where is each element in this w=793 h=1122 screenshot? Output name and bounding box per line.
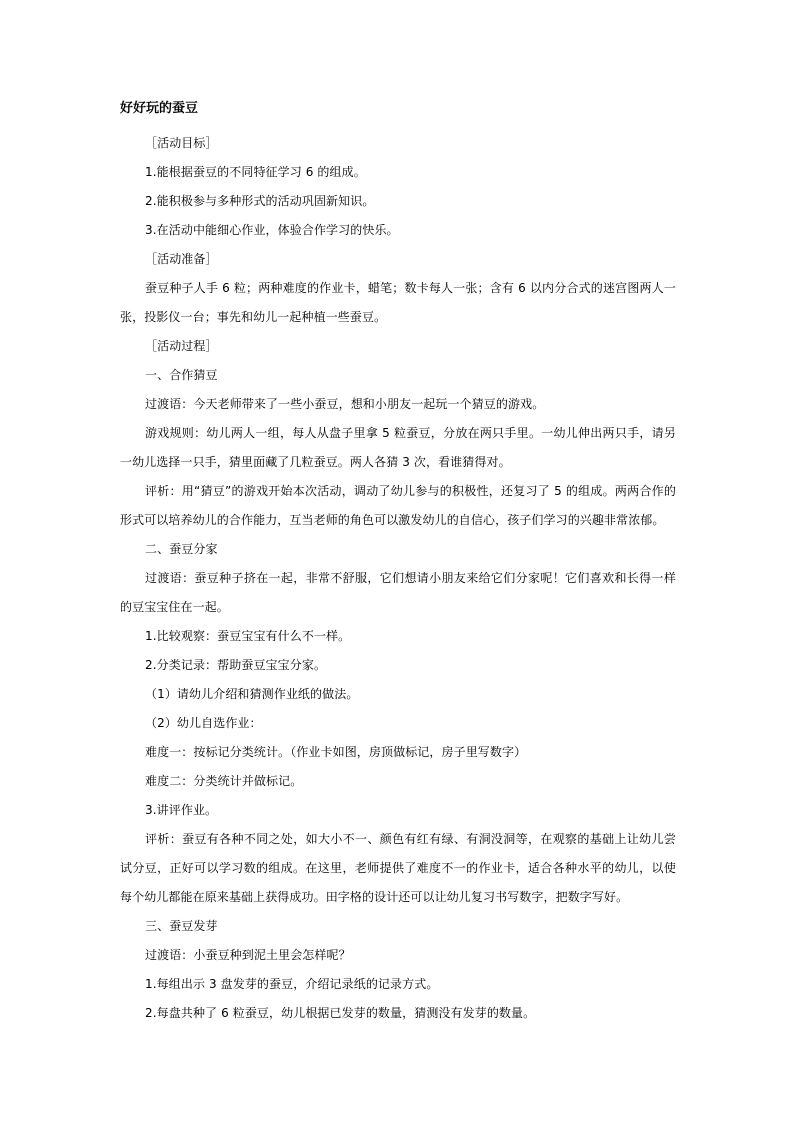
difficulty-item-1: 难度一：按标记分类统计。（作业卡如图，房顶做标记，房子里写数字） xyxy=(145,745,527,759)
step-item-2-2: 2.分类记录：帮助蚕豆宝宝分家。 xyxy=(145,658,327,672)
sub-step-item-1: （1）请幼儿介绍和猜测作业纸的做法。 xyxy=(145,687,359,701)
section-heading-preparation: ［活动准备］ xyxy=(145,252,218,266)
subsection-heading-1: 一、合作猜豆 xyxy=(145,368,218,382)
sub-step-item-2: （2）幼儿自选作业： xyxy=(145,716,262,730)
section-heading-process: ［活动过程］ xyxy=(145,339,218,353)
section-heading-goals: ［活动目标］ xyxy=(145,136,218,150)
transition-paragraph-1: 过渡语：今天老师带来了一些小蚕豆，想和小朋友一起玩一个猜豆的游戏。 xyxy=(145,397,545,411)
subsection-heading-3: 三、蚕豆发芽 xyxy=(145,919,218,933)
step-item-2-3: 3.讲评作业。 xyxy=(145,803,218,817)
document-title: 好好玩的蚕豆 xyxy=(120,101,199,116)
difficulty-item-2: 难度二：分类统计并做标记。 xyxy=(145,774,303,788)
subsection-heading-2: 二、蚕豆分家 xyxy=(145,542,218,556)
comment-paragraph-1: 评析：用“猜豆”的游戏开始本次活动，调动了幼儿参与的积极性，还复习了 5 的组成。两两合作的形式可以培养幼儿的合作能力，互当老师的角色可以激发幼儿的自信心，孩子们学习的兴趣非常浓郁。 xyxy=(120,484,676,527)
goal-item-1: 1.能根据蚕豆的不同特征学习 6 的组成。 xyxy=(145,165,366,179)
goal-item-3: 3.在活动中能细心作业，体验合作学习的快乐。 xyxy=(145,223,399,237)
transition-paragraph-2: 过渡语：蚕豆种子挤在一起，非常不舒服，它们想请小朋友来给它们分家呢！它们喜欢和长得一样的豆宝宝住在一起。 xyxy=(120,571,676,614)
game-rules-paragraph: 游戏规则：幼儿两人一组，每人从盘子里拿 5 粒蚕豆，分放在两只手里。一幼儿伸出两只手，请另一幼儿选择一只手，猜里面藏了几粒蚕豆。两人各猜 3 次，看谁猜得对。 xyxy=(120,426,676,469)
goal-item-2: 2.能积极参与多种形式的活动巩固新知识。 xyxy=(145,194,375,208)
comment-paragraph-2: 评析：蚕豆有各种不同之处，如大小不一、颜色有红有绿、有洞没洞等，在观察的基础上让幼儿尝试分豆，正好可以学习数的组成。在这里，老师提供了难度不一的作业卡，适合各种水平的幼儿，以使每个幼儿都能在原来基础上获得成功。田字格的设计还可以让幼儿复习书写数字，把数字写好。 xyxy=(120,832,676,904)
preparation-paragraph: 蚕豆种子人手 6 粒；两种难度的作业卡，蜡笔；数卡每人一张；含有 6 以内分合式的迷宫图两人一张，投影仪一台；事先和幼儿一起种植一些蚕豆。 xyxy=(120,281,676,324)
step-item-2-1: 1.比较观察：蚕豆宝宝有什么不一样。 xyxy=(145,629,351,643)
step-item-3-2: 2.每盘共种了 6 粒蚕豆，幼儿根据已发芽的数量，猜测没有发芽的数量。 xyxy=(145,1006,536,1020)
transition-paragraph-3: 过渡语：小蚕豆种到泥土里会怎样呢？ xyxy=(145,948,351,962)
step-item-3-1: 1.每组出示 3 盘发芽的蚕豆，介绍记录纸的记录方式。 xyxy=(145,977,439,991)
document-body xyxy=(120,100,676,1028)
